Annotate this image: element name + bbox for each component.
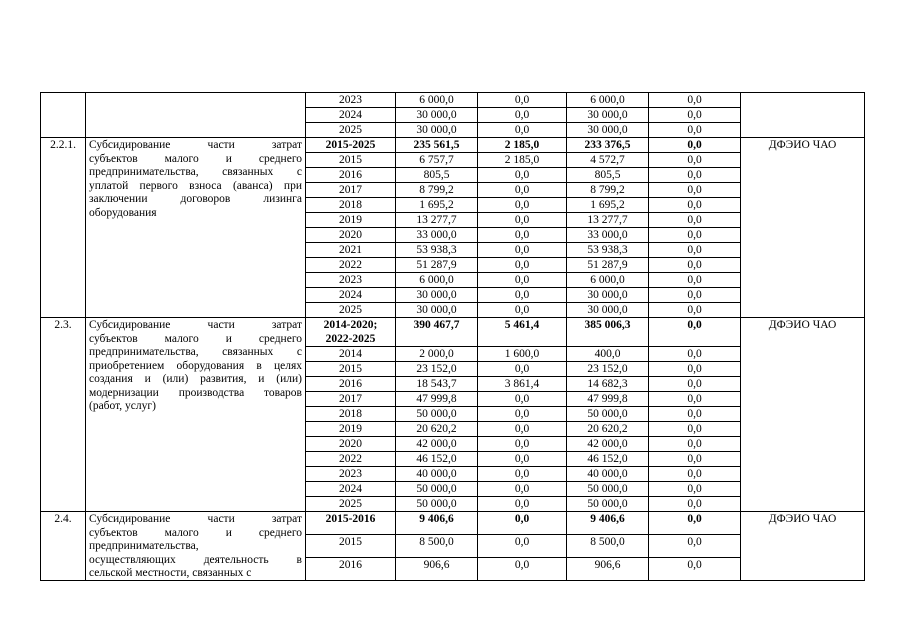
- description-line: Субсидирование части затрат: [89, 513, 302, 525]
- description-line: оборудования: [89, 206, 157, 219]
- description-line: заключении договоров лизинга: [89, 193, 302, 205]
- regional-budget-cell: 33 000,0: [567, 228, 649, 243]
- other-sources-cell: 0,0: [649, 362, 741, 377]
- year-cell: 2015: [306, 362, 396, 377]
- regional-budget-cell: 47 999,8: [567, 392, 649, 407]
- regional-budget-cell: 805,5: [567, 168, 649, 183]
- total-amount-cell: 23 152,0: [396, 362, 478, 377]
- other-sources-cell: 0,0: [649, 497, 741, 512]
- code-cell: 2.4.: [41, 512, 86, 581]
- executor-cell: ДФЭИО ЧАО: [741, 512, 865, 581]
- regional-budget-cell: 400,0: [567, 347, 649, 362]
- year-cell: 2015: [306, 153, 396, 168]
- description-line: приобретением оборудования в целях: [89, 359, 302, 372]
- total-amount-cell: 30 000,0: [396, 303, 478, 318]
- federal-budget-cell: 3 861,4: [478, 377, 567, 392]
- year-cell: 2022: [306, 452, 396, 467]
- federal-budget-cell: 0,0: [478, 123, 567, 138]
- regional-budget-cell: 8 500,0: [567, 534, 649, 557]
- description-line: предпринимательства, связанных с: [89, 166, 302, 178]
- other-sources-cell: 0,0: [649, 168, 741, 183]
- year-cell: 2016: [306, 557, 396, 580]
- year-cell: 2023: [306, 93, 396, 108]
- total-amount-cell: 30 000,0: [396, 288, 478, 303]
- federal-budget-cell: 0,0: [478, 243, 567, 258]
- year-cell: 2017: [306, 392, 396, 407]
- regional-budget-cell: 23 152,0: [567, 362, 649, 377]
- total-amount-cell: 33 000,0: [396, 228, 478, 243]
- description-line: создания и (или) развития, и (или): [89, 373, 302, 385]
- other-sources-cell: 0,0: [649, 452, 741, 467]
- total-amount-cell: 235 561,5: [396, 138, 478, 153]
- total-amount-cell: 20 620,2: [396, 422, 478, 437]
- other-sources-cell: 0,0: [649, 377, 741, 392]
- total-amount-cell: 906,6: [396, 557, 478, 580]
- description-line: предпринимательства,: [89, 540, 199, 552]
- federal-budget-cell: 0,0: [478, 512, 567, 535]
- other-sources-cell: 0,0: [649, 557, 741, 580]
- total-amount-cell: 40 000,0: [396, 467, 478, 482]
- other-sources-cell: 0,0: [649, 228, 741, 243]
- budget-table: [40, 92, 865, 581]
- total-amount-cell: 6 757,7: [396, 153, 478, 168]
- regional-budget-cell: 1 695,2: [567, 198, 649, 213]
- federal-budget-cell: 0,0: [478, 362, 567, 377]
- total-amount-cell: 50 000,0: [396, 407, 478, 422]
- other-sources-cell: 0,0: [649, 437, 741, 452]
- regional-budget-cell: 30 000,0: [567, 108, 649, 123]
- year-cell: 2024: [306, 108, 396, 123]
- federal-budget-cell: 0,0: [478, 228, 567, 243]
- other-sources-cell: 0,0: [649, 482, 741, 497]
- regional-budget-cell: 30 000,0: [567, 123, 649, 138]
- total-amount-cell: 18 543,7: [396, 377, 478, 392]
- description-line: осуществляющих деятельность в: [89, 553, 302, 566]
- federal-budget-cell: 0,0: [478, 557, 567, 580]
- regional-budget-cell: 9 406,6: [567, 512, 649, 535]
- year-cell: 2019: [306, 213, 396, 228]
- year-cell: 2020: [306, 437, 396, 452]
- regional-budget-cell: 8 799,2: [567, 183, 649, 198]
- year-cell: 2016: [306, 377, 396, 392]
- period-cell: [306, 318, 396, 347]
- federal-budget-cell: 2 185,0: [478, 138, 567, 153]
- executor-cell: ДФЭИО ЧАО: [741, 138, 865, 318]
- other-sources-cell: 0,0: [649, 512, 741, 535]
- section-total-row: [41, 512, 865, 535]
- executor-cell: ДФЭИО ЧАО: [741, 318, 865, 512]
- federal-budget-cell: 0,0: [478, 258, 567, 273]
- total-amount-cell: 53 938,3: [396, 243, 478, 258]
- year-cell: 2020: [306, 228, 396, 243]
- total-amount-cell: 6 000,0: [396, 93, 478, 108]
- total-amount-cell: 805,5: [396, 168, 478, 183]
- federal-budget-cell: 2 185,0: [478, 153, 567, 168]
- period-label-line2: 2022-2025: [325, 333, 376, 345]
- total-amount-cell: 8 500,0: [396, 534, 478, 557]
- description-cell: [86, 512, 306, 581]
- description-cell: [86, 138, 306, 318]
- regional-budget-cell: 42 000,0: [567, 437, 649, 452]
- federal-budget-cell: 0,0: [478, 422, 567, 437]
- code-cell: 2.3.: [41, 318, 86, 512]
- period-cell: [306, 138, 396, 153]
- total-amount-cell: 9 406,6: [396, 512, 478, 535]
- federal-budget-cell: 0,0: [478, 497, 567, 512]
- total-amount-cell: 51 287,9: [396, 258, 478, 273]
- other-sources-cell: 0,0: [649, 347, 741, 362]
- other-sources-cell: 0,0: [649, 407, 741, 422]
- federal-budget-cell: 0,0: [478, 168, 567, 183]
- other-sources-cell: 0,0: [649, 534, 741, 557]
- year-cell: 2025: [306, 123, 396, 138]
- federal-budget-cell: 0,0: [478, 452, 567, 467]
- regional-budget-cell: 233 376,5: [567, 138, 649, 153]
- description-line: (работ, услуг): [89, 400, 156, 412]
- regional-budget-cell: 906,6: [567, 557, 649, 580]
- other-sources-cell: 0,0: [649, 243, 741, 258]
- description-line: модернизации производства товаров: [89, 386, 302, 399]
- other-sources-cell: 0,0: [649, 303, 741, 318]
- regional-budget-cell: 50 000,0: [567, 482, 649, 497]
- other-sources-cell: 0,0: [649, 183, 741, 198]
- regional-budget-cell: 30 000,0: [567, 288, 649, 303]
- description-cell-empty: [86, 93, 306, 138]
- period-label: 2015-2025: [325, 139, 376, 151]
- period-cell: [306, 512, 396, 535]
- other-sources-cell: 0,0: [649, 318, 741, 347]
- regional-budget-cell: 50 000,0: [567, 407, 649, 422]
- federal-budget-cell: 0,0: [478, 407, 567, 422]
- regional-budget-cell: 6 000,0: [567, 93, 649, 108]
- description-line: субъектов малого и среднего: [89, 152, 302, 165]
- federal-budget-cell: 0,0: [478, 288, 567, 303]
- other-sources-cell: 0,0: [649, 108, 741, 123]
- total-amount-cell: 8 799,2: [396, 183, 478, 198]
- description-cell: [86, 318, 306, 512]
- regional-budget-cell: 30 000,0: [567, 303, 649, 318]
- federal-budget-cell: 0,0: [478, 93, 567, 108]
- other-sources-cell: 0,0: [649, 213, 741, 228]
- federal-budget-cell: 0,0: [478, 183, 567, 198]
- regional-budget-cell: 6 000,0: [567, 273, 649, 288]
- total-amount-cell: 6 000,0: [396, 273, 478, 288]
- table-body: [41, 93, 865, 581]
- total-amount-cell: 2 000,0: [396, 347, 478, 362]
- federal-budget-cell: 0,0: [478, 108, 567, 123]
- federal-budget-cell: 0,0: [478, 467, 567, 482]
- executor-cell-empty: [741, 93, 865, 138]
- year-cell: 2024: [306, 482, 396, 497]
- federal-budget-cell: 0,0: [478, 273, 567, 288]
- year-cell: 2024: [306, 288, 396, 303]
- other-sources-cell: 0,0: [649, 93, 741, 108]
- federal-budget-cell: 5 461,4: [478, 318, 567, 347]
- year-cell: 2018: [306, 407, 396, 422]
- other-sources-cell: 0,0: [649, 198, 741, 213]
- section-total-row: [41, 138, 865, 153]
- other-sources-cell: 0,0: [649, 288, 741, 303]
- year-cell: 2021: [306, 243, 396, 258]
- section-total-row: [41, 318, 865, 347]
- regional-budget-cell: 40 000,0: [567, 467, 649, 482]
- federal-budget-cell: 0,0: [478, 198, 567, 213]
- other-sources-cell: 0,0: [649, 123, 741, 138]
- federal-budget-cell: 0,0: [478, 303, 567, 318]
- year-cell: 2022: [306, 258, 396, 273]
- regional-budget-cell: 385 006,3: [567, 318, 649, 347]
- year-cell: 2018: [306, 198, 396, 213]
- total-amount-cell: 50 000,0: [396, 497, 478, 512]
- regional-budget-cell: 4 572,7: [567, 153, 649, 168]
- other-sources-cell: 0,0: [649, 273, 741, 288]
- code-cell-empty: [41, 93, 86, 138]
- total-amount-cell: 47 999,8: [396, 392, 478, 407]
- year-cell: 2023: [306, 273, 396, 288]
- year-cell: 2019: [306, 422, 396, 437]
- regional-budget-cell: 50 000,0: [567, 497, 649, 512]
- total-amount-cell: 30 000,0: [396, 108, 478, 123]
- total-amount-cell: 1 695,2: [396, 198, 478, 213]
- total-amount-cell: 50 000,0: [396, 482, 478, 497]
- description-line: субъектов малого и среднего: [89, 332, 302, 345]
- other-sources-cell: 0,0: [649, 153, 741, 168]
- total-amount-cell: 390 467,7: [396, 318, 478, 347]
- regional-budget-cell: 51 287,9: [567, 258, 649, 273]
- code-cell: 2.2.1.: [41, 138, 86, 318]
- year-cell: 2015: [306, 534, 396, 557]
- other-sources-cell: 0,0: [649, 258, 741, 273]
- federal-budget-cell: 0,0: [478, 437, 567, 452]
- period-label: 2014-2020;: [323, 319, 378, 331]
- total-amount-cell: 42 000,0: [396, 437, 478, 452]
- period-label: 2015-2016: [325, 513, 376, 525]
- regional-budget-cell: 20 620,2: [567, 422, 649, 437]
- year-cell: 2016: [306, 168, 396, 183]
- year-cell: 2025: [306, 497, 396, 512]
- federal-budget-cell: 0,0: [478, 534, 567, 557]
- table-row: [41, 93, 865, 108]
- description-line: сельской местности, связанных с: [89, 567, 252, 579]
- federal-budget-cell: 0,0: [478, 213, 567, 228]
- year-cell: 2023: [306, 467, 396, 482]
- regional-budget-cell: 46 152,0: [567, 452, 649, 467]
- description-line: предпринимательства, связанных с: [89, 346, 302, 358]
- regional-budget-cell: 14 682,3: [567, 377, 649, 392]
- other-sources-cell: 0,0: [649, 392, 741, 407]
- federal-budget-cell: 0,0: [478, 482, 567, 497]
- description-line: Субсидирование части затрат: [89, 139, 302, 151]
- total-amount-cell: 46 152,0: [396, 452, 478, 467]
- year-cell: 2025: [306, 303, 396, 318]
- other-sources-cell: 0,0: [649, 467, 741, 482]
- description-line: субъектов малого и среднего: [89, 526, 302, 539]
- year-cell: 2014: [306, 347, 396, 362]
- description-line: Субсидирование части затрат: [89, 319, 302, 331]
- federal-budget-cell: 1 600,0: [478, 347, 567, 362]
- federal-budget-cell: 0,0: [478, 392, 567, 407]
- other-sources-cell: 0,0: [649, 138, 741, 153]
- year-cell: 2017: [306, 183, 396, 198]
- total-amount-cell: 13 277,7: [396, 213, 478, 228]
- regional-budget-cell: 13 277,7: [567, 213, 649, 228]
- other-sources-cell: 0,0: [649, 422, 741, 437]
- description-line: уплатой первого взноса (аванса) при: [89, 179, 302, 192]
- regional-budget-cell: 53 938,3: [567, 243, 649, 258]
- total-amount-cell: 30 000,0: [396, 123, 478, 138]
